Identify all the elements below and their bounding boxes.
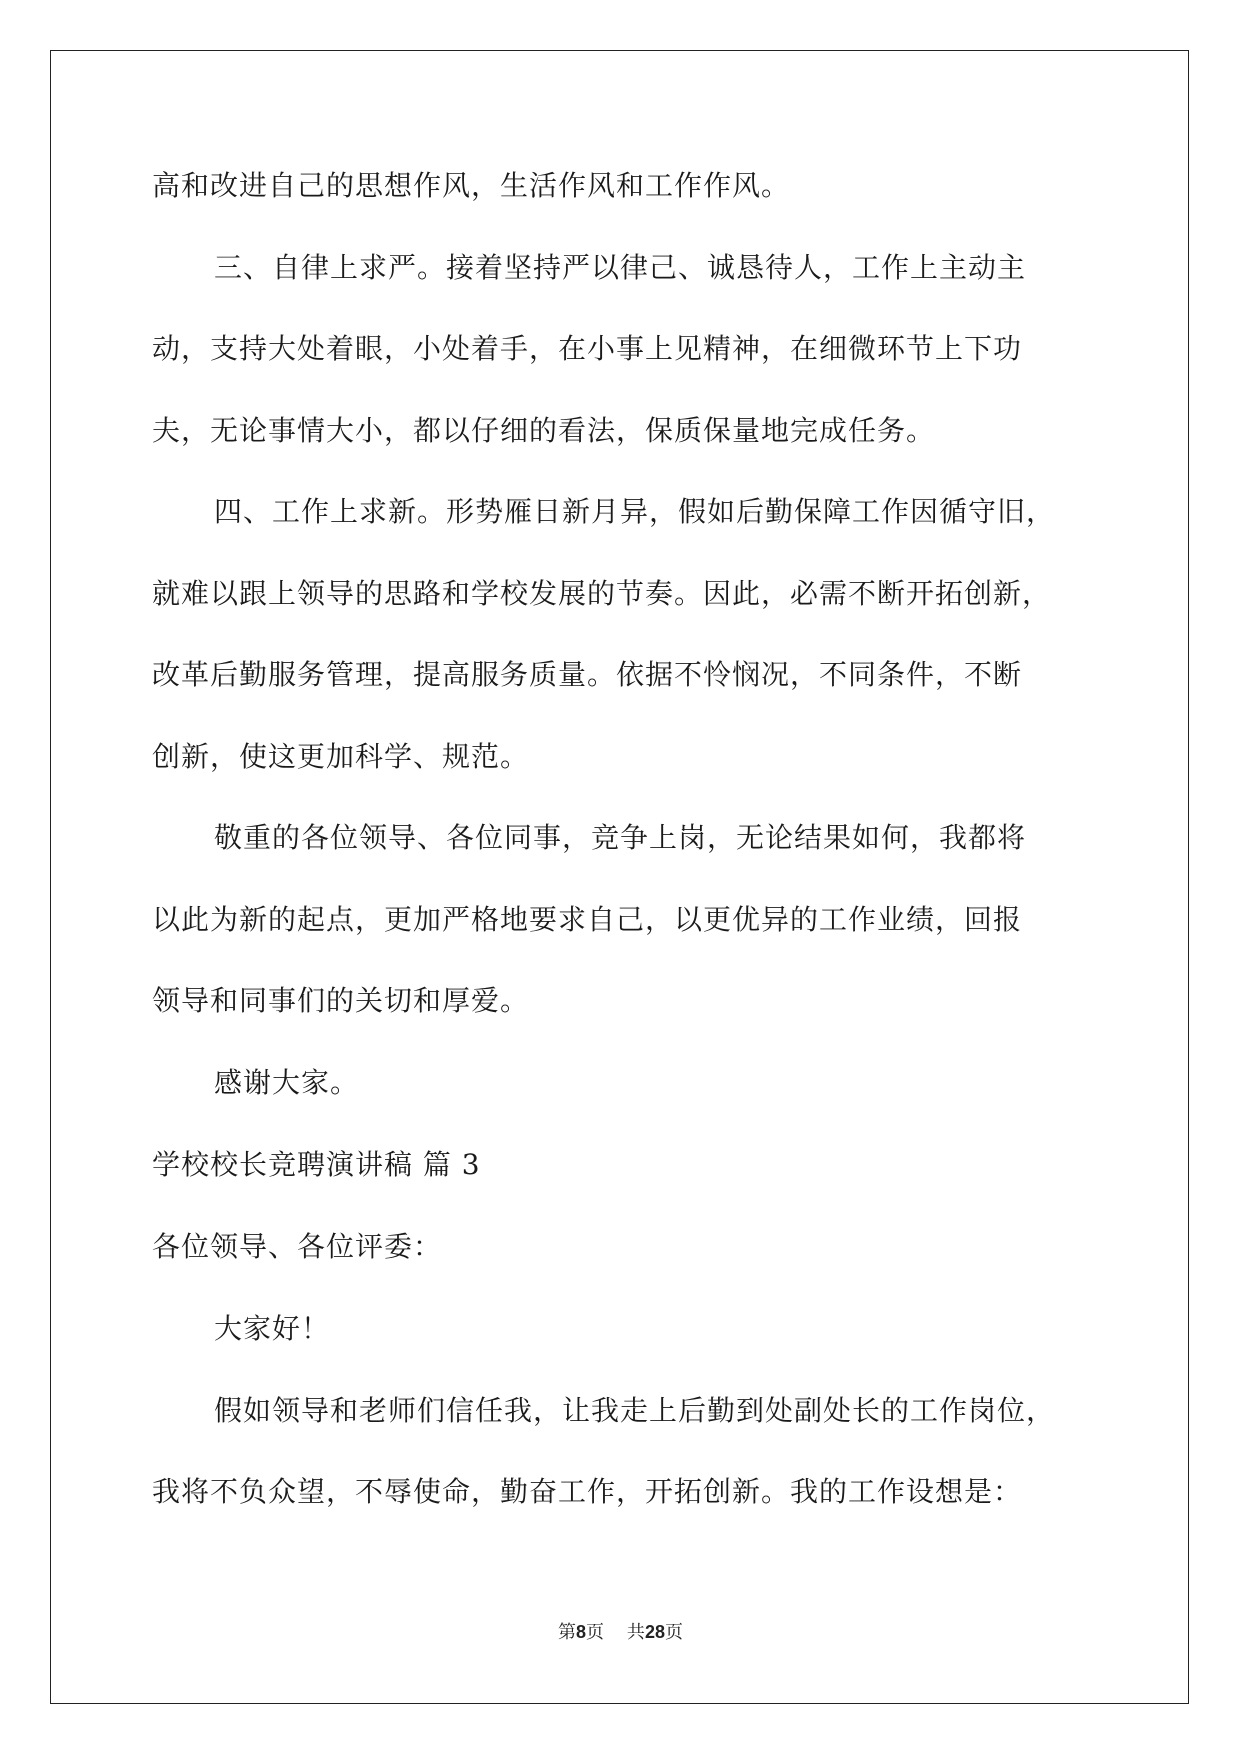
paragraph-line: 以此为新的起点，更加严格地要求自己，以更优异的工作业绩，回报 bbox=[152, 902, 1023, 936]
page-footer bbox=[0, 1618, 1241, 1644]
paragraph-line: 动，支持大处着眼，小处着手，在小事上见精神，在细微环节上下功 bbox=[152, 332, 1023, 365]
salutation: 各位领导、各位评委： bbox=[152, 1229, 443, 1263]
paragraph-line: 创新，使这更加科学、规范。 bbox=[152, 739, 530, 773]
page-number: 8 bbox=[576, 1622, 587, 1642]
document-body bbox=[152, 164, 1092, 1552]
closing-line: 感谢大家。 bbox=[214, 1065, 360, 1099]
paragraph-line: 领导和同事们的关切和厚爱。 bbox=[152, 984, 530, 1017]
total-pages: 28 bbox=[644, 1622, 665, 1642]
page-mid: 页 共 bbox=[586, 1622, 645, 1643]
paragraph-line: 夫，无论事情大小，都以仔细的看法，保质保量地完成任务。 bbox=[152, 413, 936, 447]
paragraph-line: 就难以跟上领导的思路和学校发展的节奏。因此，必需不断开拓创新， bbox=[152, 576, 1052, 610]
paragraph-line: 假如领导和老师们信任我，让我走上后勤到处副处长的工作岗位， bbox=[214, 1393, 1056, 1427]
section-heading: 学校校长竞聘演讲稿 篇 3 bbox=[152, 1147, 481, 1181]
greeting: 大家好！ bbox=[214, 1311, 331, 1345]
paragraph-line: 我将不负众望，不辱使命，勤奋工作，开拓创新。我的工作设想是： bbox=[152, 1475, 1023, 1508]
paragraph-line: 高和改进自己的思想作风，生活作风和工作作风。 bbox=[152, 169, 791, 202]
paragraph-line: 四、工作上求新。形势雁日新月异，假如后勤保障工作因循守旧， bbox=[214, 495, 1056, 528]
page-suffix: 页 bbox=[664, 1622, 683, 1643]
paragraph-line: 敬重的各位领导、各位同事，竞争上岗，无论结果如何，我都将 bbox=[214, 821, 1027, 854]
paragraph-line: 三、自律上求严。接着坚持严以律己、诚恳待人，工作上主动主 bbox=[214, 250, 1027, 284]
page-prefix: 第 bbox=[558, 1622, 577, 1643]
paragraph-line: 改革后勤服务管理，提高服务质量。依据不怜悯况，不同条件，不断 bbox=[152, 658, 1023, 691]
